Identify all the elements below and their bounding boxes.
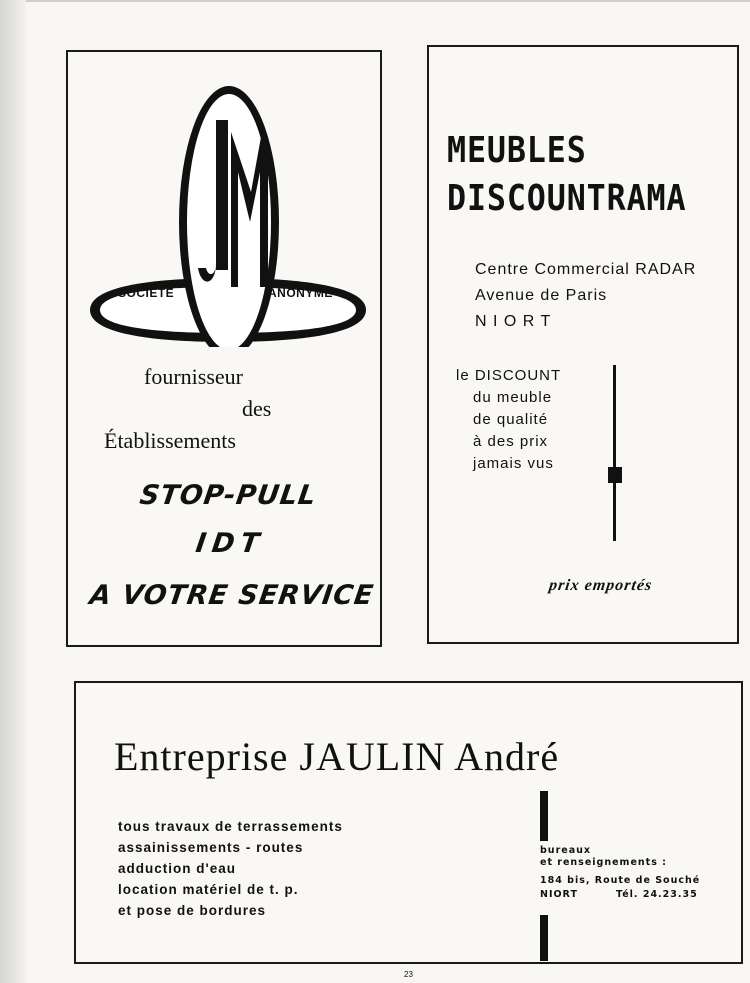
- address-line-2: Avenue de Paris: [475, 287, 608, 304]
- discount-line-1: le DISCOUNT: [456, 367, 562, 384]
- service-line-4: location matériel de t. p.: [118, 882, 299, 897]
- service-line-1: tous travaux de terrassements: [118, 819, 343, 834]
- service-line-2: assainissements - routes: [118, 840, 304, 855]
- contact-label-1: bureaux: [540, 845, 591, 856]
- service-line-5: et pose de bordures: [118, 903, 267, 918]
- divider-bar: [613, 365, 616, 541]
- brand-stop-pull: STOP-PULL: [137, 480, 319, 511]
- contact-phone: Tél. 24.23.35: [616, 889, 698, 900]
- title-meubles: MEUBLES: [447, 130, 587, 171]
- logo-text-right: ANONYME: [268, 286, 333, 300]
- discount-line-2: du meuble: [473, 389, 553, 406]
- jm-logo: [76, 72, 376, 347]
- page-top-edge: [26, 0, 750, 2]
- page-binding-edge: [0, 0, 26, 983]
- divider-bar-bottom: [540, 915, 548, 961]
- contact-address: 184 bis, Route de Souché: [540, 875, 701, 886]
- tagline: prix emportés: [547, 577, 654, 594]
- address-line-1: Centre Commercial RADAR: [475, 261, 697, 278]
- ad-meubles-box: [427, 45, 739, 644]
- ad-jaulin-box: [74, 681, 743, 964]
- contact-city: NIORT: [540, 889, 578, 900]
- contact-label-2: et renseignements :: [540, 857, 667, 868]
- supplier-line-1: fournisseur: [144, 364, 243, 389]
- ad-jm-box: [66, 50, 382, 647]
- discount-line-5: jamais vus: [473, 455, 554, 472]
- brand-idt: IDT: [193, 528, 268, 559]
- divider-block: [608, 467, 622, 483]
- company-title: Entreprise JAULIN André: [114, 734, 560, 779]
- supplier-line-2: des: [242, 396, 272, 421]
- discount-line-4: à des prix: [473, 433, 549, 450]
- divider-bar-top: [540, 791, 548, 841]
- slogan: A VOTRE SERVICE: [87, 580, 376, 611]
- supplier-line-3: Établissements: [104, 428, 236, 453]
- service-line-3: adduction d'eau: [118, 861, 236, 876]
- discount-line-3: de qualité: [473, 411, 549, 428]
- page-number: 23: [404, 970, 413, 979]
- logo-text-left: SOCIETE: [118, 286, 175, 300]
- title-discountrama: DISCOUNTRAMA: [447, 178, 687, 219]
- address-line-3: N I O R T: [475, 313, 552, 330]
